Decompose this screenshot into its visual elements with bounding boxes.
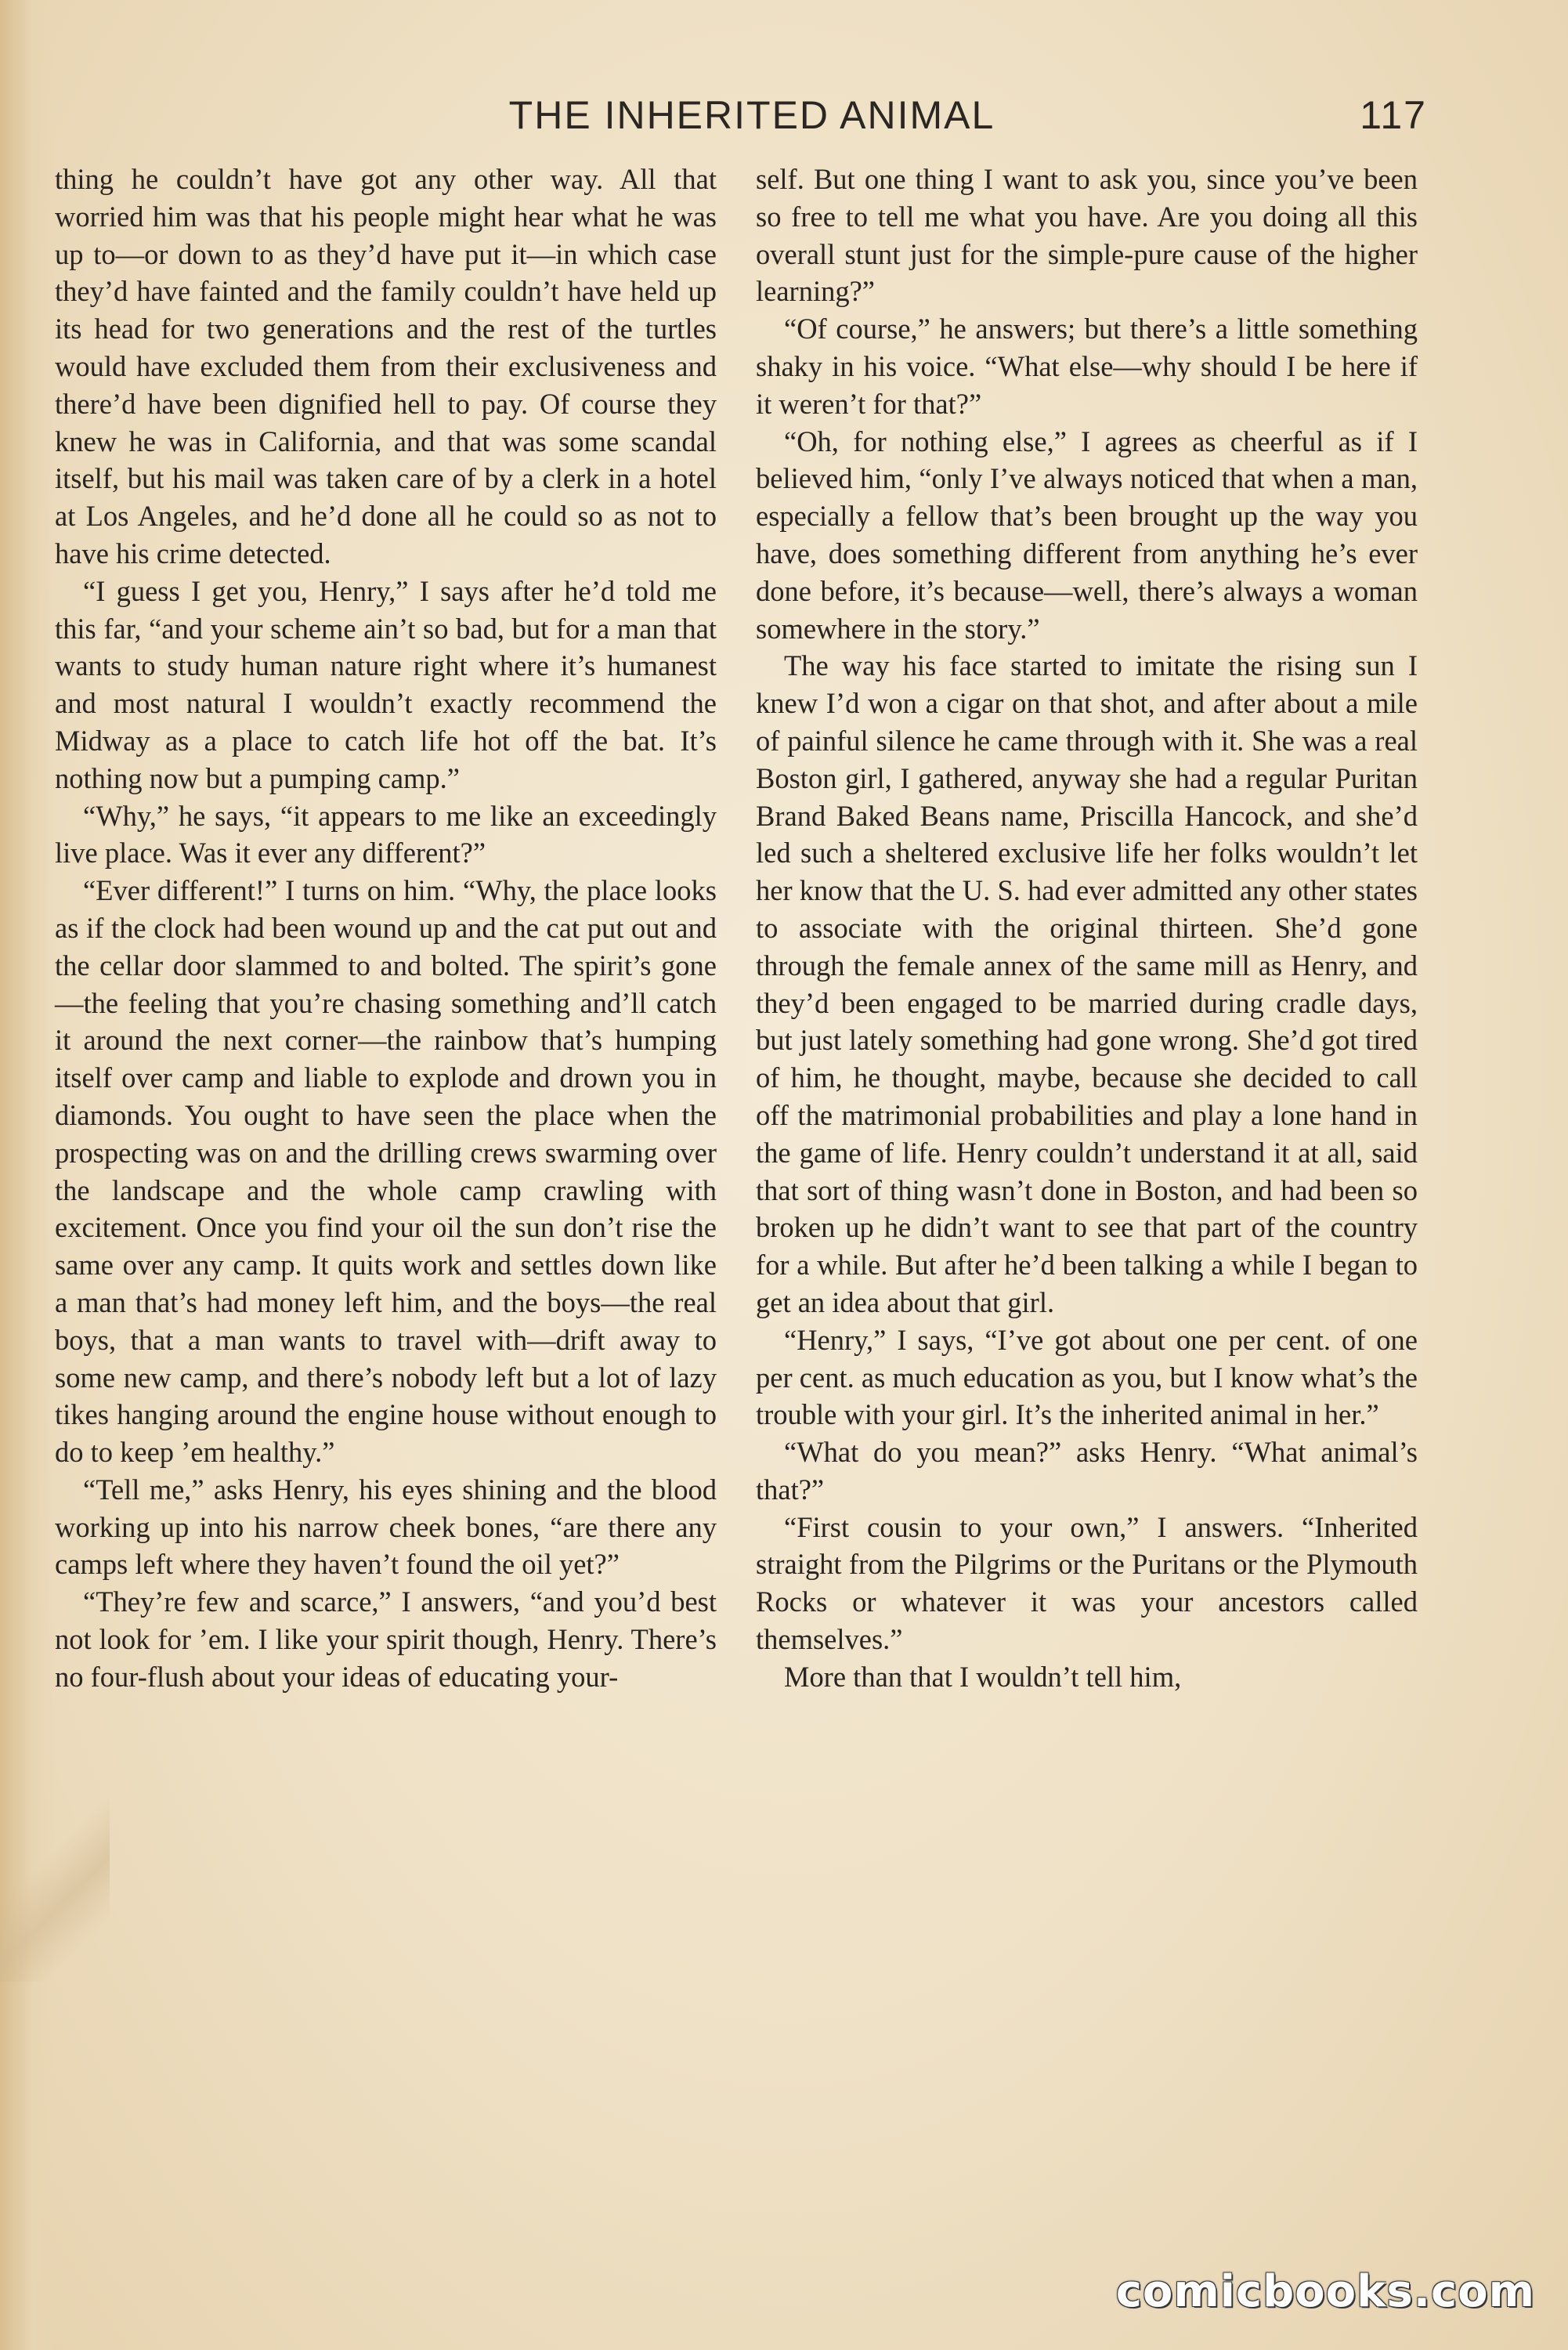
paragraph: “Why,” he says, “it appears to me like an exceedingly live place. Was it ever any different?” bbox=[55, 799, 717, 870]
paragraph: “Of course,” he answers; but there’s a little something shaky in his voice. “What else—why should I be here if it weren’t for that?” bbox=[756, 313, 1418, 420]
paragraph: “Oh, for nothing else,” I agrees as cheerful as if I believed him, “only I’ve always noticed that when a man, especially a fellow that’s been brought up the way you have, does something different from anything he’s ever done before, it’s because—well, there’s always a woman somewhere in the story.” bbox=[756, 425, 1418, 645]
site-watermark: comicbooks.com bbox=[1115, 2266, 1535, 2317]
paragraph: “They’re few and scarce,” I answers, “and you’d best not look for ’em. I like your spirit though, Henry. There’s no four-flush about your ideas of educating your- bbox=[55, 1585, 717, 1693]
paragraph: “I guess I get you, Henry,” I says after he’d told me this far, “and your scheme ain’t so bad, but for a man that wants to study human nature right where it’s humanest and most natural I wouldn’t exactly recommend the Midway as a place to catch life hot off the bat. It’s nothing now but a pumping camp.” bbox=[55, 574, 717, 794]
page-header bbox=[439, 92, 1427, 155]
right-column bbox=[756, 161, 1418, 1696]
paragraph: thing he couldn’t have got any other way. All that worried him was that his people might hear what he was up to—or down to as they’d have put it—in which case they’d have fainted and the family couldn’t have held up its head for two generations and the rest of the turtles would have excluded them from their exclusiveness and there’d have been dignified hell to pay. Of course they knew he was in California, and that was some scandal itself, but his mail was taken care of by a clerk in a hotel at Los Angeles, and he’d done all he could so as not to have his crime detected. bbox=[55, 163, 717, 569]
paragraph: “Henry,” I says, “I’ve got about one per cent. of one per cent. as much education as you, but I know what’s the trouble with your girl. It’s the inherited animal in her.” bbox=[756, 1323, 1418, 1431]
page-edge-discoloration bbox=[0, 0, 55, 2350]
paragraph: “What do you mean?” asks Henry. “What animal’s that?” bbox=[756, 1436, 1418, 1506]
page-number: 117 bbox=[1360, 93, 1427, 137]
page-tear-mark bbox=[0, 1778, 110, 1982]
running-head: THE INHERITED ANIMAL bbox=[508, 93, 995, 137]
paragraph: “Ever different!” I turns on him. “Why, the place looks as if the clock had been wound up and the cat put out and the cellar door slammed to and bolted. The spirit’s gone—the feeling that you’re chasing something and’ll catch it around the next corner—the rainbow that’s humping itself over camp and liable to explode and drown you in diamonds. You ought to have seen the place when the prospecting was on and the drilling crews swarming over the landscape and the whole camp crawling with excitement. Once you find your oil the sun don’t rise the same over any camp. It quits work and settles down like a man that’s had money left him, and the boys—the real boys, that a man wants to travel with—drift away to some new camp, and there’s nobody left but a lot of lazy tikes hanging around the engine house without enough to do to keep ’em healthy.” bbox=[55, 874, 717, 1469]
paragraph: The way his face started to imitate the rising sun I knew I’d won a cigar on that shot, and after about a mile of painful silence he came through with it. She was a real Boston girl, I gathered, anyway she had a regular Puritan Brand Baked Beans name, Priscilla Hancock, and she’d led such a sheltered exclusive life her folks wouldn’t let her know that the U. S. had ever admitted any other states to associate with the original thirteen. She’d gone through the female annex of the same mill as Henry, and they’d been engaged to be married during cradle days, but just lately something had gone wrong. She’d got tired of him, he thought, maybe, because she decided to call off the matrimonial probabilities and play a lone hand in the game of life. Henry couldn’t understand it at all, said that sort of thing wasn’t done in Boston, and had been so broken up he didn’t want to see that part of the country for a while. But after he’d been talking a while I began to get an idea about that girl. bbox=[756, 649, 1418, 1318]
paragraph: “Tell me,” asks Henry, his eyes shining and the blood working up into his narrow cheek bones, “are there any camps left where they haven’t found the oil yet?” bbox=[55, 1473, 717, 1581]
paragraph: self. But one thing I want to ask you, since you’ve been so free to tell me what you have. Are you doing all this overall stunt just for the simple-pure cause of the higher learning?” bbox=[756, 163, 1418, 308]
left-column bbox=[55, 161, 717, 1696]
paragraph: “First cousin to your own,” I answers. “Inherited straight from the Pilgrims or the Puritans or the Plymouth Rocks or whatever it was your ancestors called themselves.” bbox=[756, 1510, 1418, 1656]
paragraph: More than that I wouldn’t tell him, bbox=[784, 1660, 1182, 1693]
